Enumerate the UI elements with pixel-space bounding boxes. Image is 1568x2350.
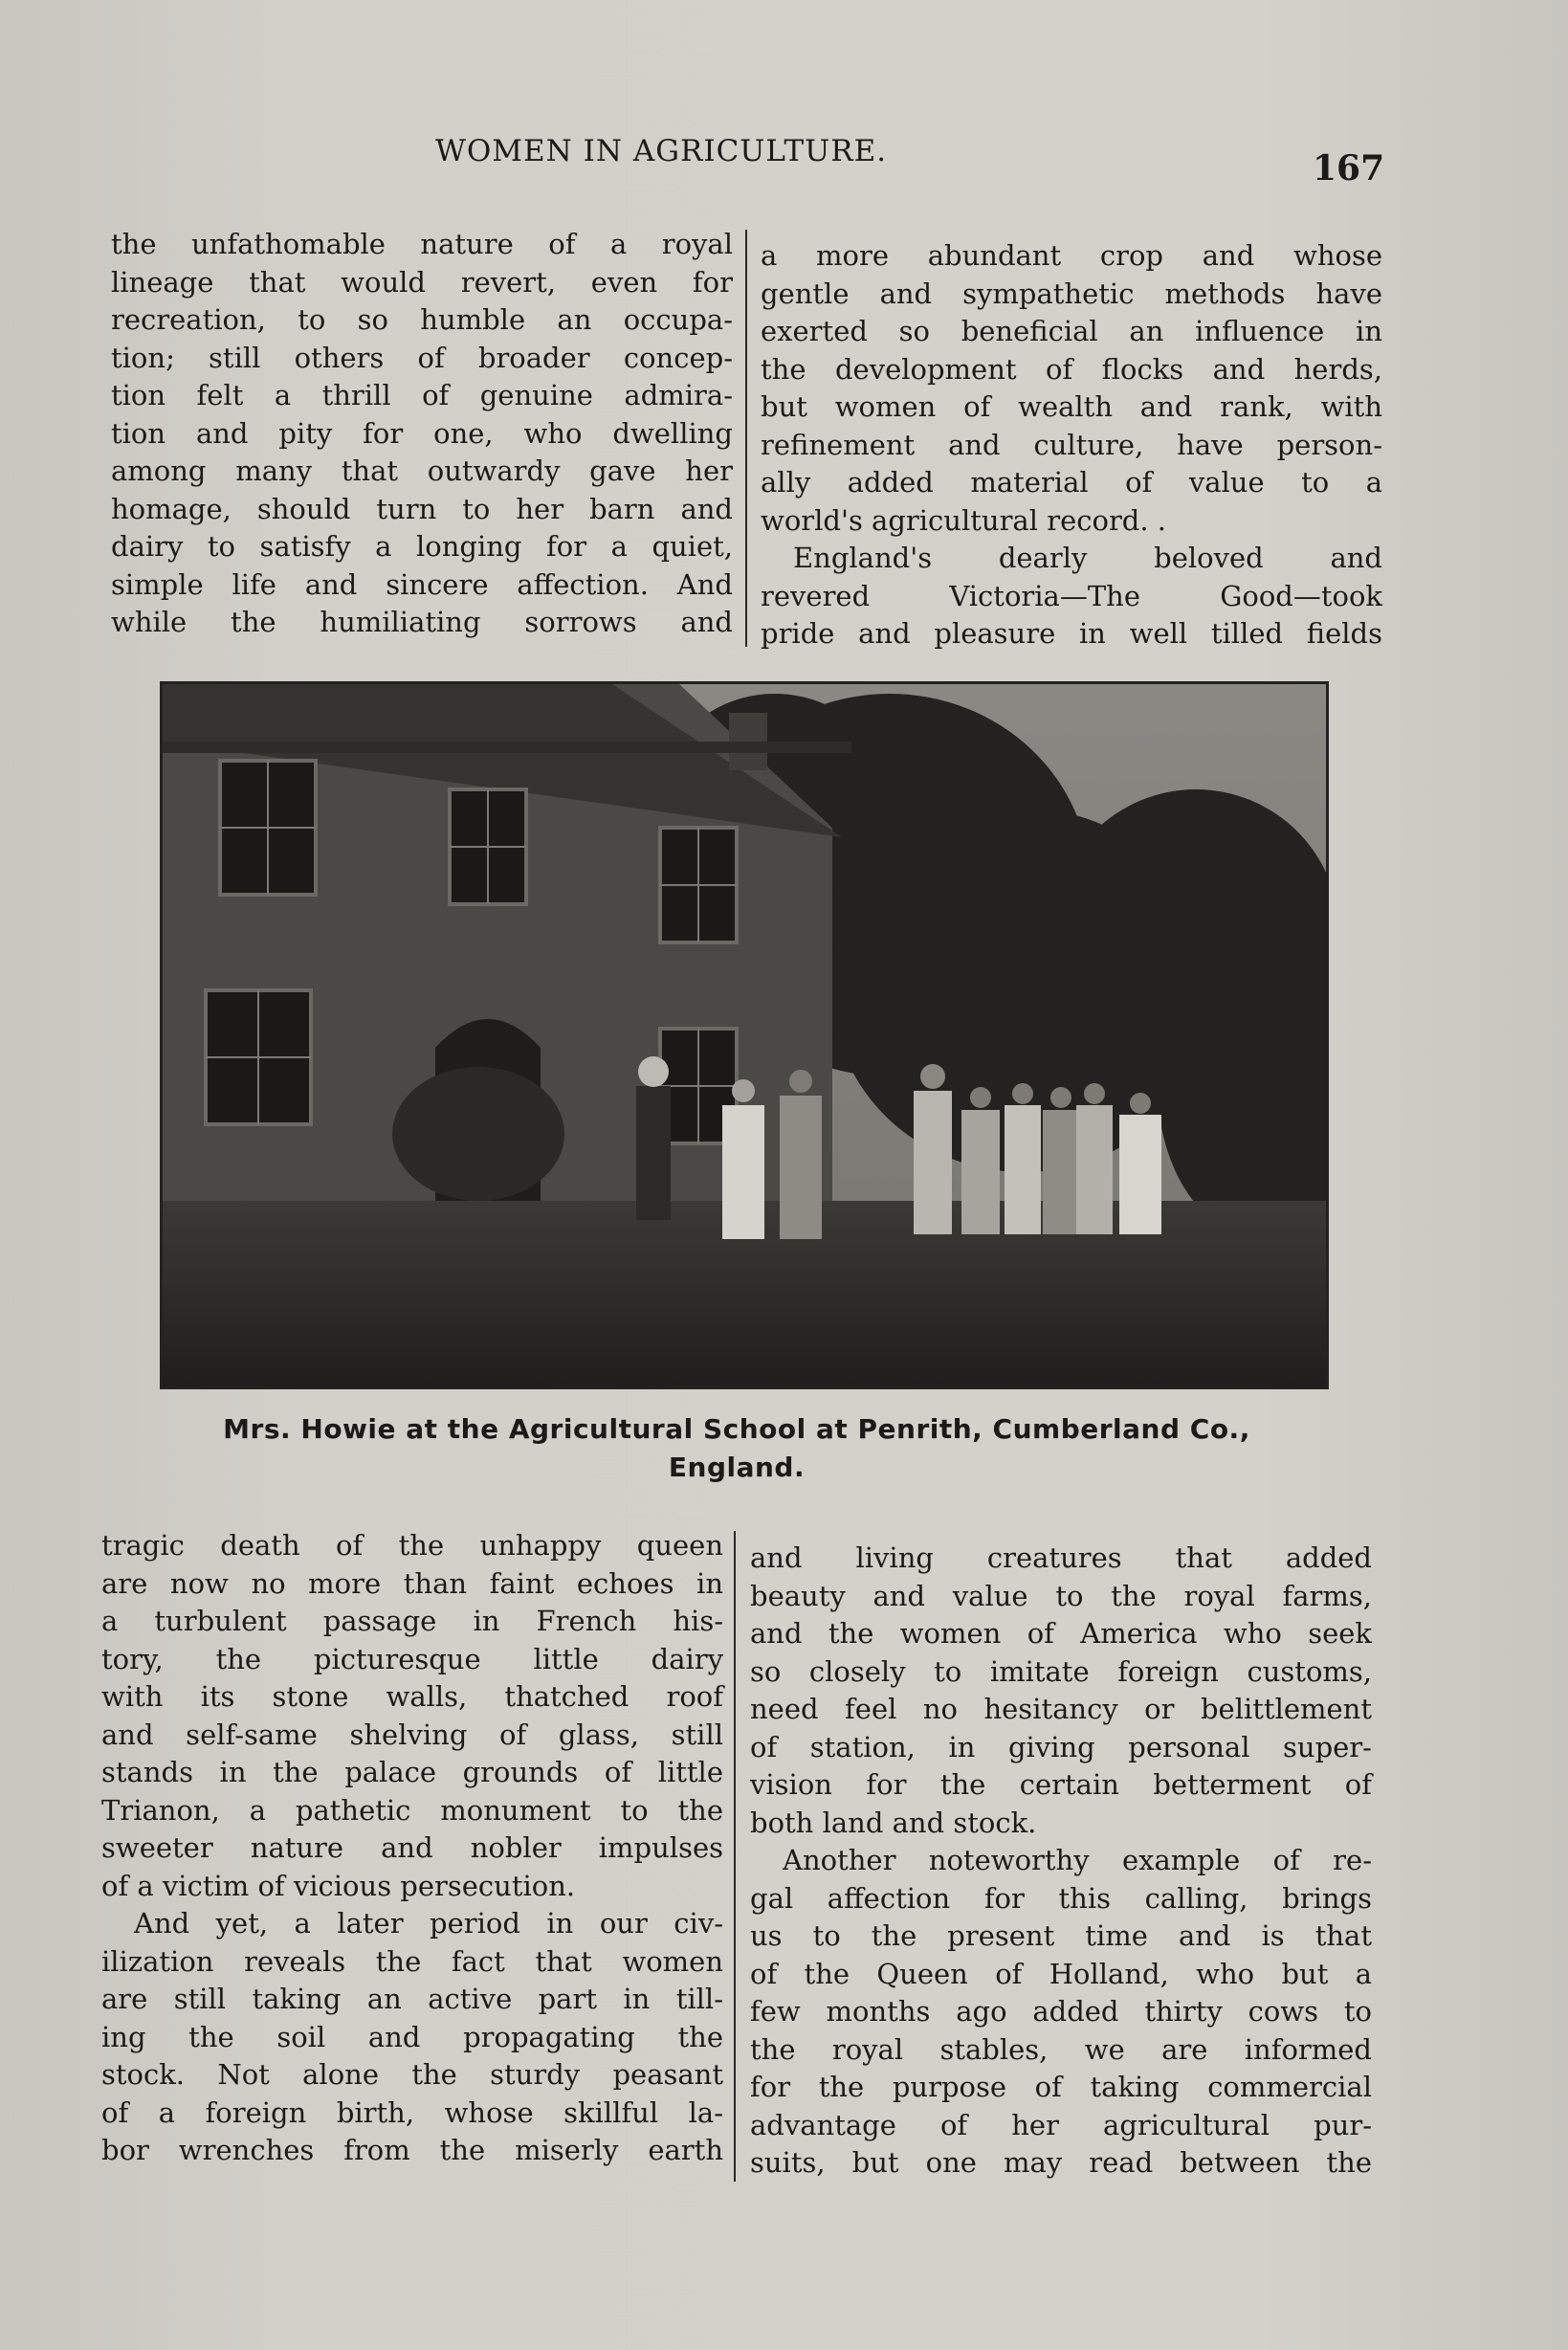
caption-line: Mrs. Howie at the Agricultural School at Penrith, Cumberland Co., — [223, 1413, 1250, 1445]
text-line: recreation, to so humble an occupa- — [111, 303, 733, 336]
text-line: and self-same shelving of glass, still — [101, 1718, 723, 1751]
text-line: while the humiliating sorrows and — [111, 606, 733, 638]
text-line: a more abundant crop and whose — [761, 239, 1382, 272]
text-line: are still taking an active part in till- — [101, 1983, 723, 2015]
text-line: ilization reveals the fact that women — [101, 1944, 723, 1978]
page-number: 167 — [1313, 148, 1385, 188]
photo-school-house — [163, 684, 1326, 1386]
text-line: both land and stock. — [750, 1806, 1037, 1839]
text-line: tragic death of the unhappy queen — [101, 1529, 723, 1562]
text-line: simple life and sincere affection. And — [111, 567, 733, 601]
text-line: of station, in giving personal super- — [750, 1730, 1372, 1763]
text-line: Trianon, a pathetic monument to the — [101, 1793, 723, 1827]
column-divider — [734, 1531, 736, 2182]
text-line: for the purpose of taking commercial — [750, 2071, 1372, 2103]
text-line: with its stone walls, thatched roof — [101, 1680, 723, 1713]
text-line: beauty and value to the royal farms, — [750, 1579, 1372, 1612]
text-line: and living creatures that added — [750, 1541, 1372, 1574]
text-line: England's dearly beloved and — [793, 542, 1382, 574]
text-line: revered Victoria—The Good—took — [761, 579, 1382, 612]
photograph — [160, 681, 1329, 1389]
text-line: of the Queen of Holland, who but a — [750, 1957, 1372, 1990]
text-line: advantage of her agricultural pur- — [750, 2108, 1372, 2141]
column-divider — [745, 230, 747, 647]
text-line: dairy to satisfy a longing for a quiet, — [111, 530, 733, 563]
text-line: tion felt a thrill of genuine admira- — [111, 379, 733, 411]
text-line: and the women of America who seek — [750, 1617, 1372, 1650]
text-line: the royal stables, we are informed — [750, 2032, 1372, 2066]
text-line: of a foreign birth, whose skillful la- — [101, 2095, 723, 2129]
text-line: need feel no hesitancy or belittlement — [750, 1693, 1372, 1725]
text-line: but women of wealth and rank, with — [761, 390, 1382, 423]
caption-line: England. — [668, 1452, 806, 1483]
text-line: stock. Not alone the sturdy peasant — [101, 2058, 723, 2091]
text-line: of a victim of vicious persecution. — [101, 1869, 576, 1902]
text-line: ing the soil and propagating the — [101, 2020, 723, 2053]
text-line: the development of flocks and herds, — [761, 352, 1382, 386]
text-line: so closely to imitate foreign customs, — [750, 1654, 1372, 1688]
text-line: tion; still others of broader concep- — [111, 341, 733, 374]
text-column-top-left — [111, 226, 733, 642]
text-line: us to the present time and is that — [750, 1919, 1372, 1952]
text-line: And yet, a later period in our civ- — [134, 1907, 723, 1940]
photo-caption — [115, 1410, 1358, 1487]
text-line: gal affection for this calling, brings — [750, 1881, 1372, 1915]
text-column-bottom-left — [101, 1527, 723, 2170]
text-line: among many that outwardy gave her — [111, 454, 733, 487]
text-line: pride and pleasure in well tilled fields — [761, 617, 1382, 650]
text-line: ally added material of value to a — [761, 466, 1382, 499]
text-line: stands in the palace grounds of little — [101, 1756, 723, 1788]
text-column-top-right — [761, 237, 1382, 654]
text-line: lineage that would revert, even for — [111, 265, 733, 299]
text-line: Another noteworthy example of re- — [783, 1844, 1372, 1876]
text-line: are now no more than faint echoes in — [101, 1566, 723, 1600]
running-head: WOMEN IN AGRICULTURE. — [435, 134, 888, 168]
text-line: tory, the picturesque little dairy — [101, 1642, 723, 1675]
text-line: sweeter nature and nobler impulses — [101, 1831, 723, 1864]
text-line: refinement and culture, have person- — [761, 428, 1382, 461]
text-line: bor wrenches from the miserly earth — [101, 2134, 723, 2166]
text-line: the unfathomable nature of a royal — [111, 228, 733, 260]
text-column-bottom-right — [750, 1540, 1372, 2183]
text-line: gentle and sympathetic methods have — [761, 277, 1382, 310]
text-line: a turbulent passage in French his- — [101, 1605, 723, 1637]
text-line: tion and pity for one, who dwelling — [111, 416, 733, 450]
text-line: homage, should turn to her barn and — [111, 492, 733, 525]
text-line: suits, but one may read between the — [750, 2146, 1372, 2179]
text-line: vision for the certain betterment of — [750, 1768, 1372, 1801]
text-line: exerted so beneficial an influence in — [761, 315, 1382, 347]
text-line: world's agricultural record. . — [761, 503, 1167, 537]
text-line: few months ago added thirty cows to — [750, 1995, 1372, 2028]
